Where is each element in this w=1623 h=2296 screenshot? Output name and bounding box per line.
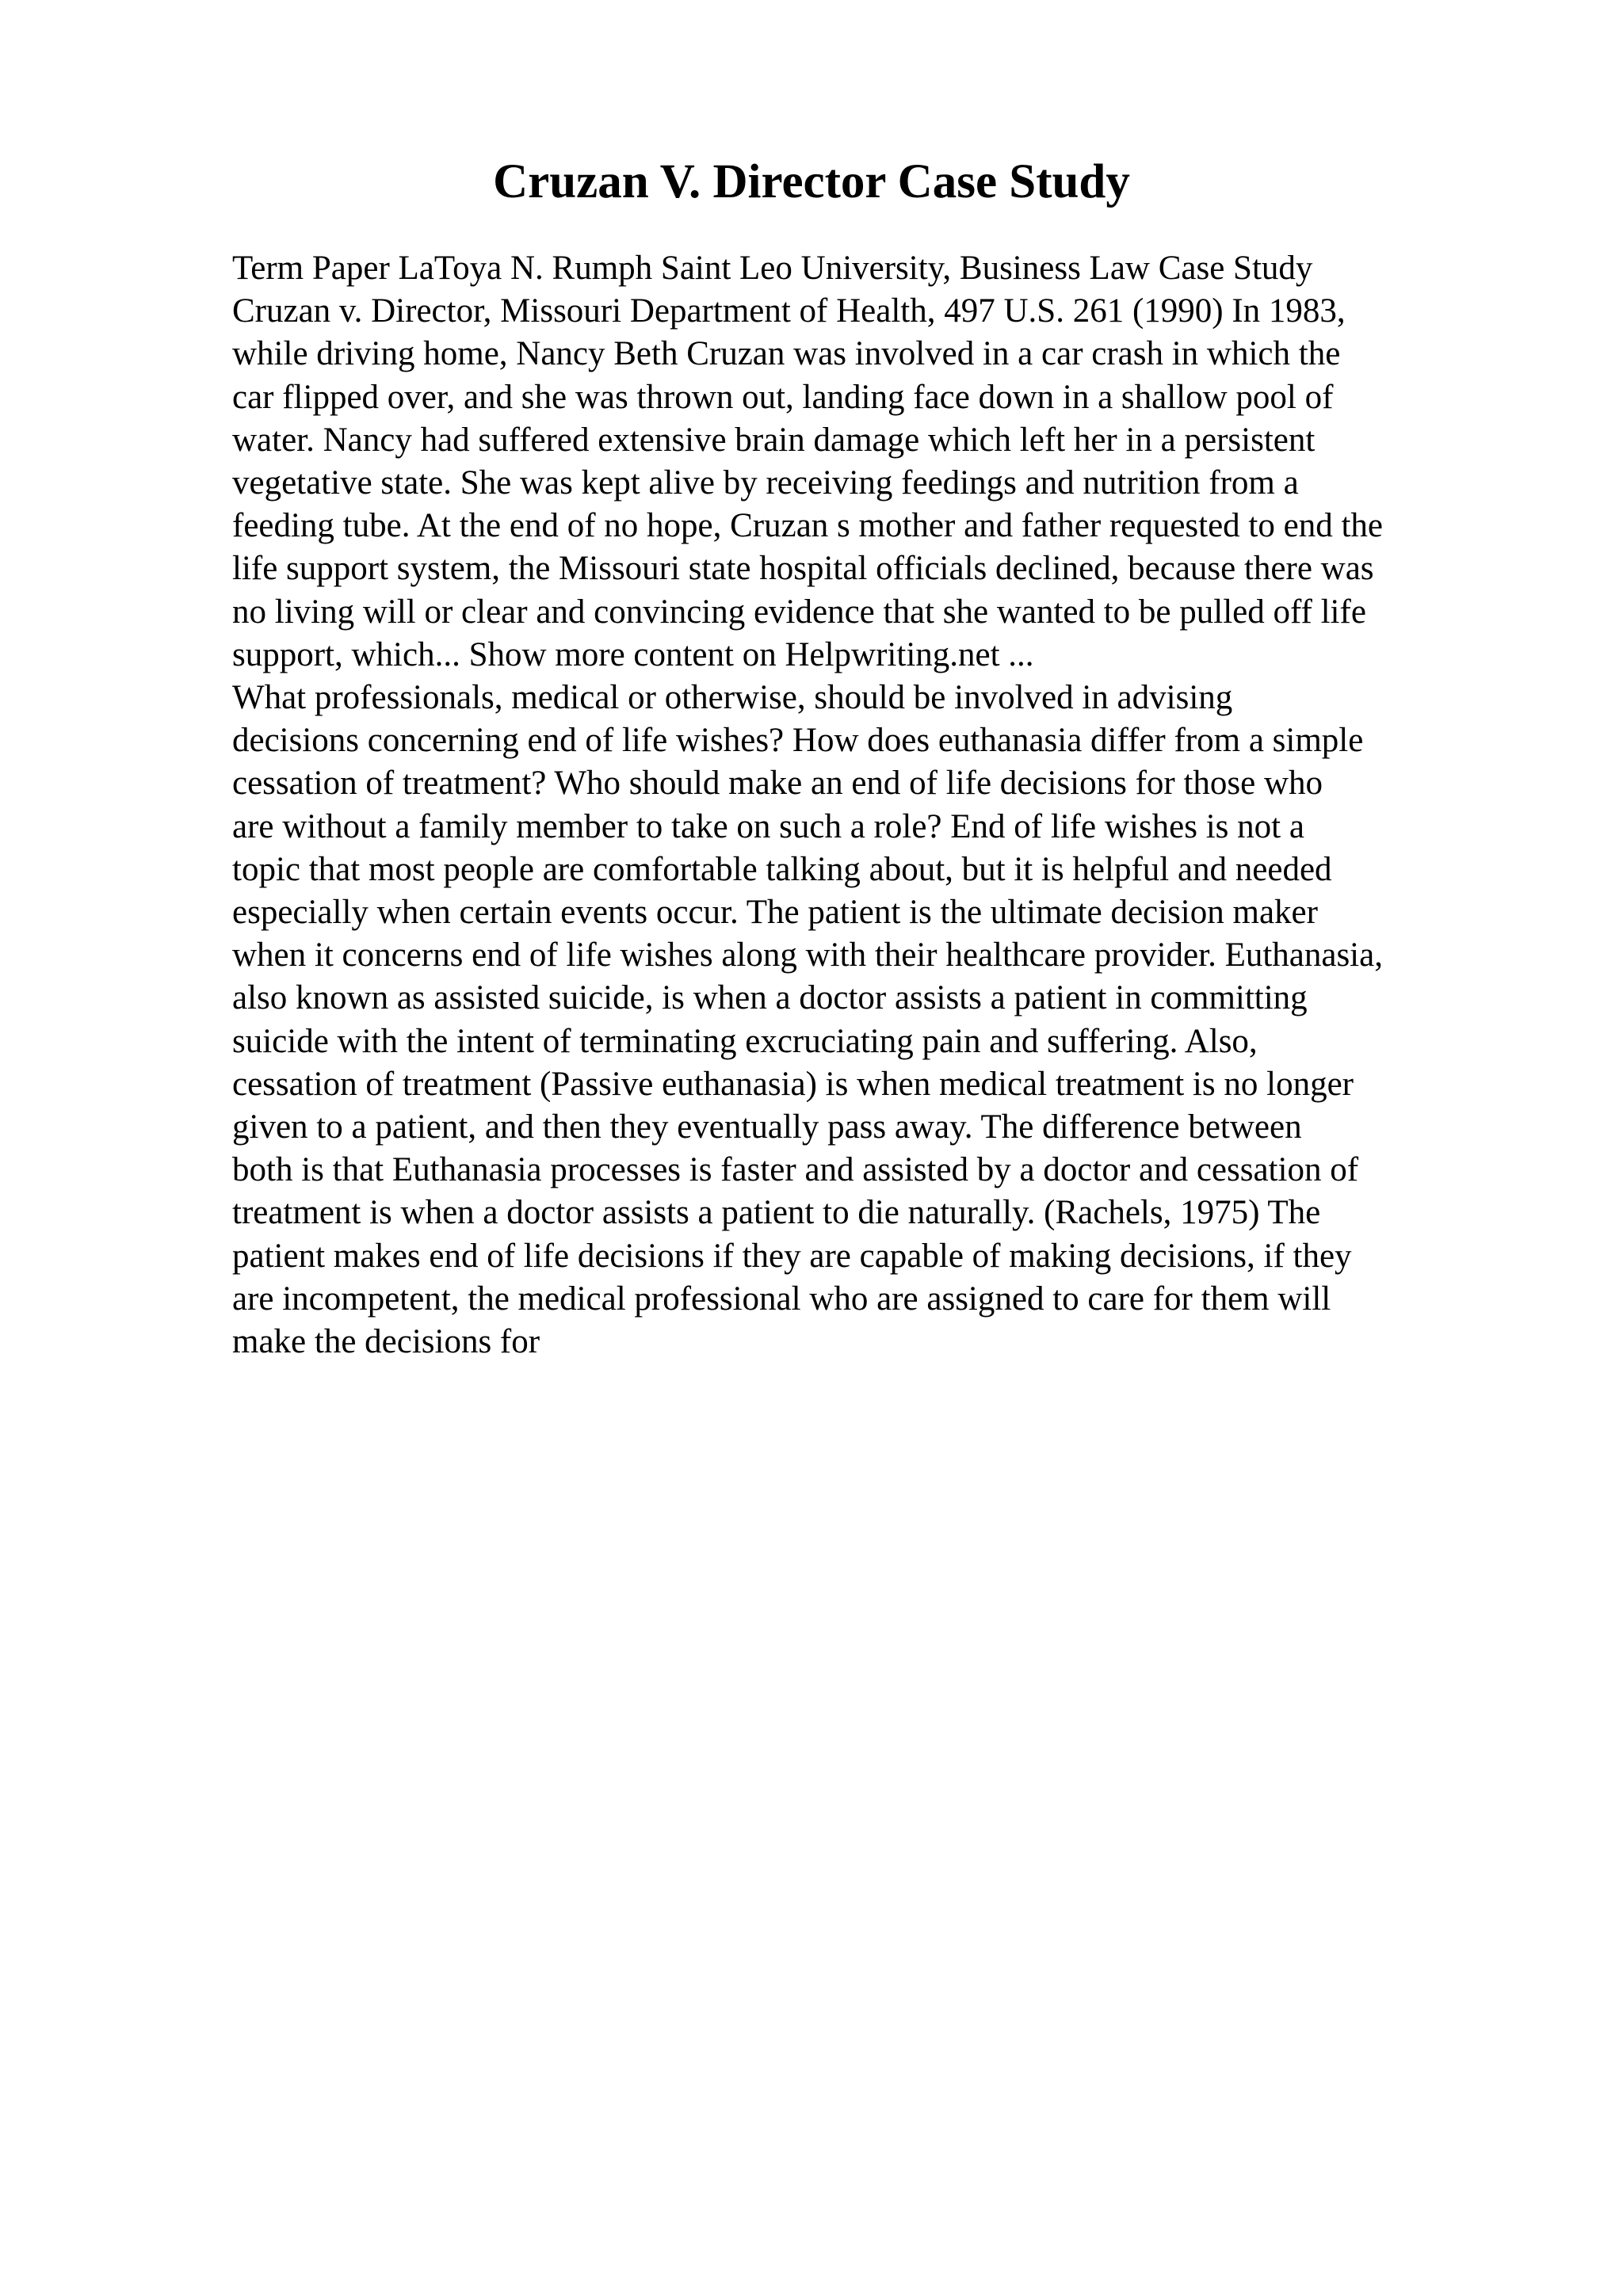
body-line: decisions concerning end of life wishes? How does euthanasia differ from a simple bbox=[232, 722, 1364, 760]
body-line: cessation of treatment (Passive euthanasia) is when medical treatment is no longer bbox=[232, 1065, 1354, 1103]
body-line: Cruzan v. Director, Missouri Department of Health, 497 U.S. 261 (1990) In 1983, bbox=[232, 292, 1346, 330]
body-line: make the decisions for bbox=[232, 1323, 540, 1361]
body-line: car flipped over, and she was thrown out, landing face down in a shallow pool of bbox=[232, 378, 1334, 416]
body-line: patient makes end of life decisions if they are capable of making decisions, if they bbox=[232, 1237, 1352, 1275]
body-text bbox=[232, 247, 1516, 1363]
body-line: given to a patient, and then they eventually pass away. The difference between bbox=[232, 1108, 1302, 1146]
body-line: no living will or clear and convincing evidence that she wanted to be pulled off life bbox=[232, 593, 1366, 631]
body-line: water. Nancy had suffered extensive brain damage which left her in a persistent bbox=[232, 421, 1316, 459]
body-line: while driving home, Nancy Beth Cruzan was involved in a car crash in which the bbox=[232, 335, 1341, 373]
body-line: when it concerns end of life wishes along with their healthcare provider. Euthanasia, bbox=[232, 936, 1383, 974]
body-line: cessation of treatment? Who should make an end of life decisions for those who bbox=[232, 765, 1323, 803]
body-line: support, which... Show more content on Helpwriting.net ... bbox=[232, 635, 1034, 673]
body-line: What professionals, medical or otherwise, should be involved in advising bbox=[232, 679, 1233, 717]
body-line: are incompetent, the medical professional who are assigned to care for them will bbox=[232, 1280, 1331, 1318]
body-line: both is that Euthanasia processes is faster and assisted by a doctor and cessation of bbox=[232, 1151, 1359, 1189]
body-line: are without a family member to take on such a role? End of life wishes is not a bbox=[232, 807, 1304, 845]
body-line: suicide with the intent of terminating excruciating pain and suffering. Also, bbox=[232, 1022, 1258, 1060]
body-line: Term Paper LaToya N. Rumph Saint Leo University, Business Law Case Study bbox=[232, 250, 1313, 287]
page-title: Cruzan V. Director Case Study bbox=[493, 155, 1130, 208]
body-line: vegetative state. She was kept alive by receiving feedings and nutrition from a bbox=[232, 464, 1299, 502]
body-line: topic that most people are comfortable talking about, but it is helpful and needed bbox=[232, 850, 1332, 888]
body-line: especially when certain events occur. The patient is the ultimate decision maker bbox=[232, 894, 1318, 932]
body-line: treatment is when a doctor assists a patient to die naturally. (Rachels, 1975) The bbox=[232, 1194, 1321, 1232]
body-line: life support system, the Missouri state hospital officials declined, because there was bbox=[232, 550, 1374, 588]
body-line: also known as assisted suicide, is when a doctor assists a patient in committing bbox=[232, 979, 1308, 1017]
body-line: feeding tube. At the end of no hope, Cruzan s mother and father requested to end the bbox=[232, 507, 1383, 545]
